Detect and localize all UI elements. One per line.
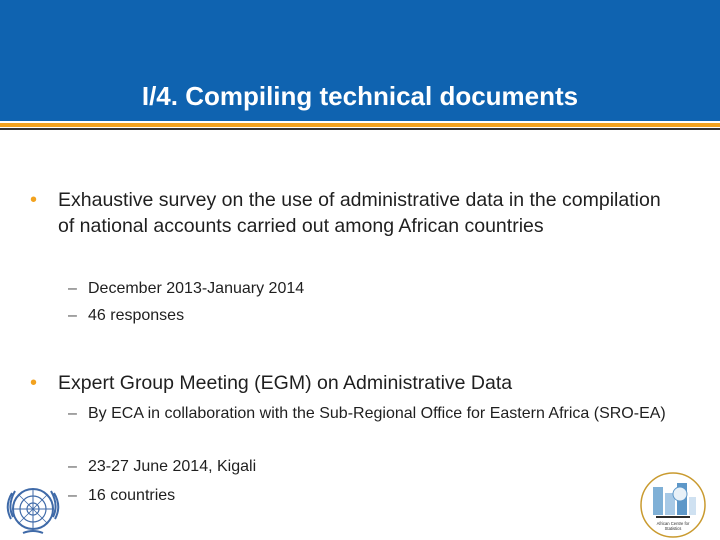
svg-text:African Centre for: African Centre for <box>656 521 690 526</box>
subitem-text: 16 countries <box>88 487 176 504</box>
bullet-dot: • <box>30 372 38 394</box>
bullet-text: Expert Group Meeting (EGM) on Administrative Data <box>58 372 513 394</box>
bullet-dot: • <box>30 189 38 211</box>
subitem-text: December 2013-January 2014 <box>88 280 305 297</box>
dash-marker: – <box>68 458 77 475</box>
subitem-date-place <box>68 455 668 479</box>
african-centre-for-statistics-logo <box>636 472 710 538</box>
subitem-responses <box>68 304 668 328</box>
title-bar <box>0 0 720 121</box>
subitem-text: By ECA in collaboration with the Sub-Regional Office for Eastern Africa (SRO-EA) <box>88 405 666 422</box>
svg-text:Statistics: Statistics <box>664 526 682 531</box>
bullet-survey <box>30 187 670 239</box>
un-emblem-icon <box>3 479 63 539</box>
gold-divider <box>0 123 720 127</box>
subitem-dates <box>68 277 668 301</box>
subitem-organizer <box>68 402 668 426</box>
subitem-text: 46 responses <box>88 307 185 324</box>
bullet-egm <box>30 370 670 396</box>
dash-marker: – <box>68 405 77 422</box>
dash-marker: – <box>68 307 77 324</box>
subitem-text: 23-27 June 2014, Kigali <box>88 458 257 475</box>
slide-title: I/4. Compiling technical documents <box>141 81 579 111</box>
dark-divider <box>0 128 720 130</box>
dash-marker: – <box>68 487 77 504</box>
subitem-countries <box>68 484 668 508</box>
dash-marker: – <box>68 280 77 297</box>
bullet-text: Exhaustive survey on the use of administrative data in the compilation of national accounts carried out among African countries <box>58 189 661 237</box>
